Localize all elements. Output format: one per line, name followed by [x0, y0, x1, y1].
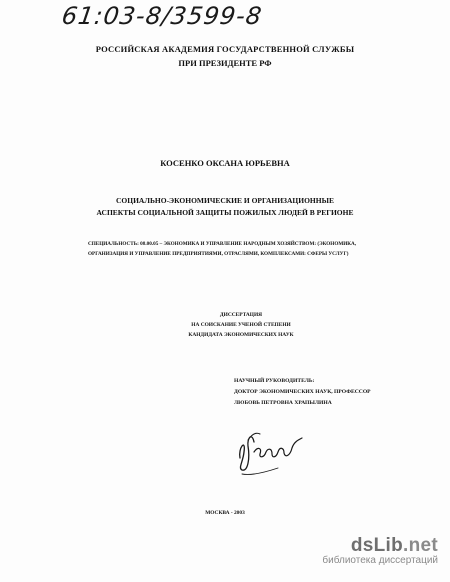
watermark-subtitle: библиотека диссертаций — [322, 555, 438, 566]
advisor-name: ЛЮБОВЬ ПЕТРОВНА ХРАПЫЛИНА — [234, 400, 332, 406]
handwritten-registration-code: 61:03-8/3599-8 — [60, 2, 265, 30]
watermark-logo — [322, 535, 438, 557]
degree-line-2: КАНДИДАТА ЭКОНОМИЧЕСКИХ НАУК — [188, 332, 294, 338]
advisor-degree: ДОКТОР ЭКОНОМИЧЕСКИХ НАУК, ПРОФЕССОР — [234, 389, 371, 395]
thesis-title-line-2: АСПЕКТЫ СОЦИАЛЬНОЙ ЗАЩИТЫ ПОЖИЛЫХ ЛЮДЕЙ В РЕГИОНЕ — [96, 208, 354, 217]
specialty-line-2: ОРГАНИЗАЦИЯ И УПРАВЛЕНИЕ ПРЕДПРИЯТИЯМИ, ОТРАСЛЯМИ, КОМПЛЕКСАМИ: СФЕРЫ УСЛУГ) — [88, 251, 349, 257]
advisor-label: НАУЧНЫЙ РУКОВОДИТЕЛЬ: — [234, 378, 315, 384]
specialty-block — [88, 239, 428, 259]
watermark-logo-main: dsLib — [350, 535, 404, 556]
dissertation-label: ДИССЕРТАЦИЯ — [219, 312, 263, 318]
watermark — [322, 535, 438, 566]
institution-line-1: РОССИЙСКАЯ АКАДЕМИЯ ГОСУДАРСТВЕННОЙ СЛУЖБЫ — [95, 44, 355, 54]
specialty-line-1: СПЕЦИАЛЬНОСТЬ: 08.00.05 – ЭКОНОМИКА И УПРАВЛЕНИЕ НАРОДНЫМ ХОЗЯЙСТВОМ: (ЭКОНОМИКА, — [88, 241, 357, 247]
degree-line-1: НА СОИСКАНИЕ УЧЕНОЙ СТЕПЕНИ — [191, 322, 291, 328]
watermark-logo-tld: .net — [403, 535, 438, 556]
city-year: МОСКВА - 2003 — [205, 510, 245, 516]
thesis-title-line-1: СОЦИАЛЬНО-ЭКОНОМИЧЕСКИЕ И ОРГАНИЗАЦИОННЫЕ — [116, 196, 334, 205]
handwritten-signature — [232, 418, 312, 478]
institution-line-2: ПРИ ПРЕЗИДЕНТЕ РФ — [178, 58, 272, 68]
author-name: КОСЕНКО ОКСАНА ЮРЬЕВНА — [160, 158, 290, 168]
